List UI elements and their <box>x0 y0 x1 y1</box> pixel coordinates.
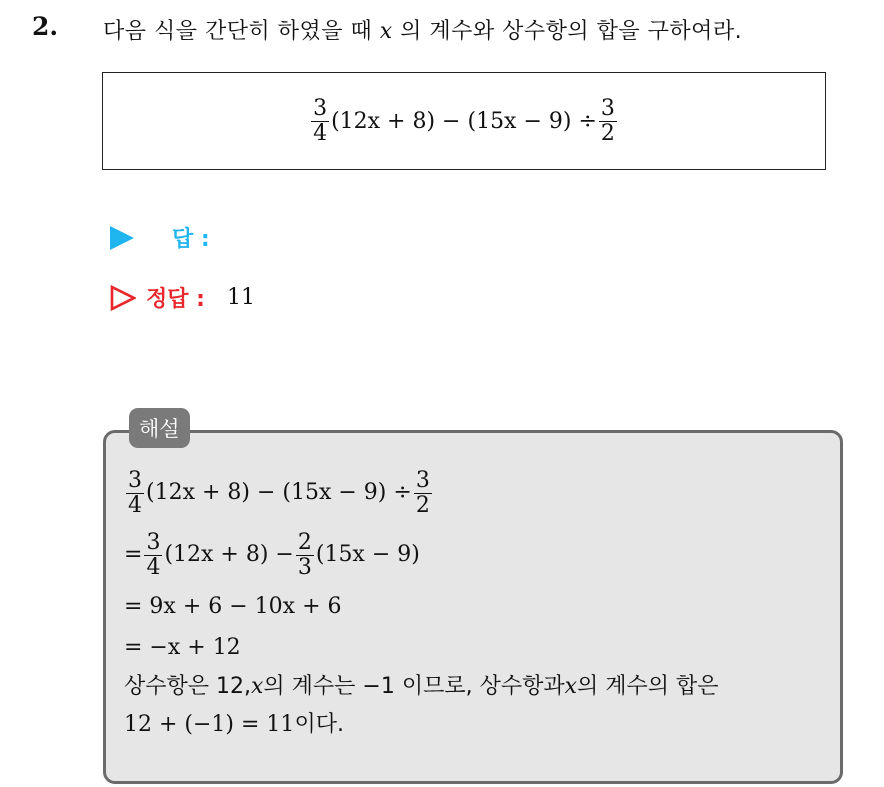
solution-line-2-middle: (12x + 8) − <box>164 542 294 567</box>
solution-fraction <box>126 469 144 516</box>
solution-equation: 12 + (−1) = 11 <box>124 712 295 737</box>
fraction-numerator: 3 <box>313 96 328 122</box>
expression-fraction-1 <box>311 97 329 144</box>
solution-fraction <box>296 531 314 578</box>
question-part-1: 다음 식을 간단히 하였을 때 <box>103 19 380 44</box>
correct-answer-row <box>110 282 255 313</box>
question-variable: x <box>379 19 393 44</box>
solution-line-6 <box>124 706 719 744</box>
fraction-numerator: 3 <box>415 468 430 494</box>
solution-text: 이다. <box>294 712 344 737</box>
solution-text: 의 계수의 합은 <box>577 674 719 699</box>
solution-line-2 <box>124 524 719 586</box>
fraction-numerator: 3 <box>146 530 161 556</box>
fraction-denominator: 2 <box>415 492 430 518</box>
solution-variable: x <box>564 674 578 699</box>
solution-line-5 <box>124 668 719 706</box>
fraction-denominator: 4 <box>146 554 161 580</box>
solution-variable: x <box>251 674 264 699</box>
fraction-denominator: 3 <box>297 554 312 580</box>
solution-line-2-suffix: (15x − 9) <box>315 542 420 567</box>
fraction-denominator: 4 <box>313 120 328 146</box>
solution-line-3: = 9x + 6 − 10x + 6 <box>124 594 342 619</box>
correct-answer-label: 정답 : <box>146 287 205 312</box>
solution-text: 의 계수는 −1 이므로, 상수항과 <box>263 674 565 699</box>
solution-line-2-prefix: = <box>124 542 143 567</box>
solution-tab-label: 해설 <box>129 408 190 448</box>
solution-line-4: = −x + 12 <box>124 635 241 660</box>
fraction-numerator: 3 <box>128 468 142 494</box>
expression-middle: (12x + 8) − (15x − 9) ÷ <box>331 108 597 134</box>
answer-row <box>110 222 210 253</box>
question-part-2: 의 계수와 상수항의 합을 구하여라. <box>392 19 743 44</box>
solution-line-1 <box>124 462 719 524</box>
fraction-denominator: 2 <box>600 120 615 146</box>
solution-fraction <box>414 469 432 516</box>
play-triangle-icon <box>110 226 134 250</box>
question-text <box>103 14 742 45</box>
fraction-numerator: 3 <box>600 96 615 122</box>
expression <box>309 97 619 144</box>
outline-triangle-icon <box>110 285 136 311</box>
expression-fraction-2 <box>599 97 617 144</box>
solution-text: 상수항은 12, <box>124 674 251 699</box>
fraction-numerator: 2 <box>297 530 312 556</box>
solution-content <box>124 462 719 744</box>
answer-label: 답 : <box>172 227 210 252</box>
problem-number: 2. <box>32 12 59 41</box>
correct-answer-value: 11 <box>226 285 255 310</box>
fraction-denominator: 4 <box>128 492 142 518</box>
solution-fraction <box>144 531 162 578</box>
solution-line-1-middle: (12x + 8) − (15x − 9) ÷ <box>146 480 412 505</box>
expression-box <box>102 72 826 170</box>
